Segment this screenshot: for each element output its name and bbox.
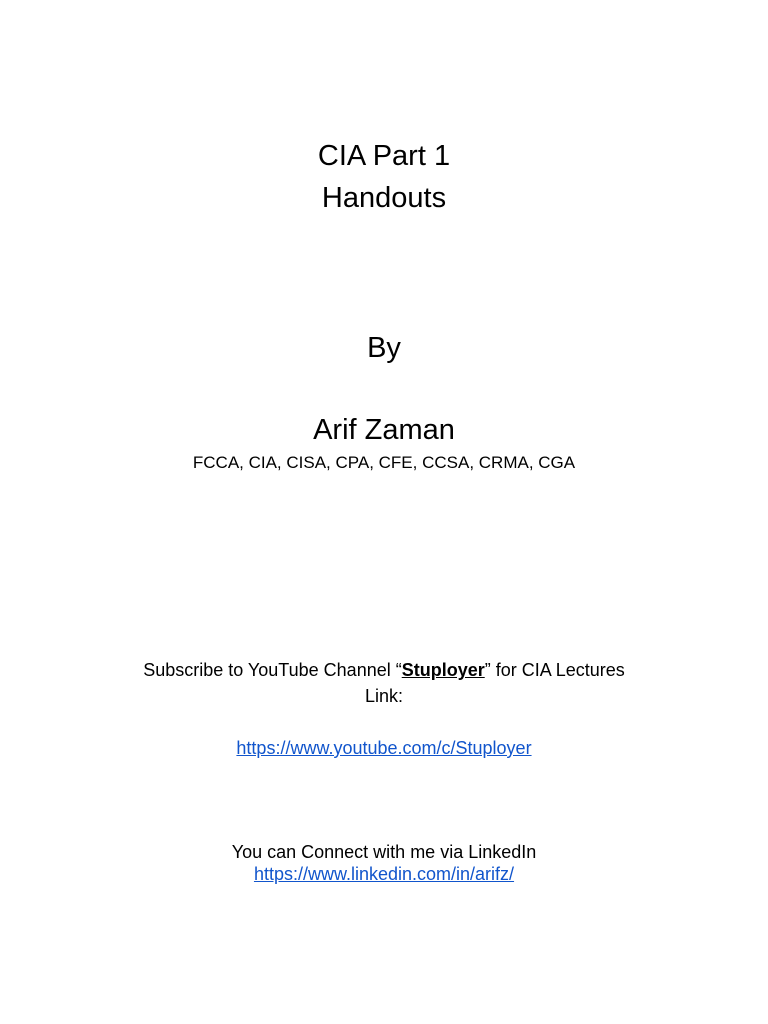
title-line-1: CIA Part 1: [317, 140, 451, 172]
linkedin-link-row: [0, 862, 768, 886]
linkedin-link[interactable]: https://www.linkedin.com/in/arifz/: [253, 864, 515, 884]
title-line-2: Handouts: [321, 182, 447, 214]
youtube-channel-name: Stuployer: [401, 660, 485, 680]
byline: By: [367, 332, 401, 364]
youtube-prefix: Subscribe to YouTube Channel “: [143, 660, 402, 680]
youtube-subscribe-text: [0, 658, 768, 682]
author-name: Arif Zaman: [313, 414, 455, 446]
author-credentials: FCCA, CIA, CISA, CPA, CFE, CCSA, CRMA, CGA: [192, 453, 576, 472]
linkedin-text: You can Connect with me via LinkedIn: [231, 842, 537, 862]
youtube-link-row: [0, 736, 768, 760]
youtube-link-label: Link:: [364, 686, 404, 706]
youtube-link[interactable]: https://www.youtube.com/c/Stuployer: [236, 738, 532, 758]
youtube-suffix: ” for CIA Lectures: [484, 660, 625, 680]
